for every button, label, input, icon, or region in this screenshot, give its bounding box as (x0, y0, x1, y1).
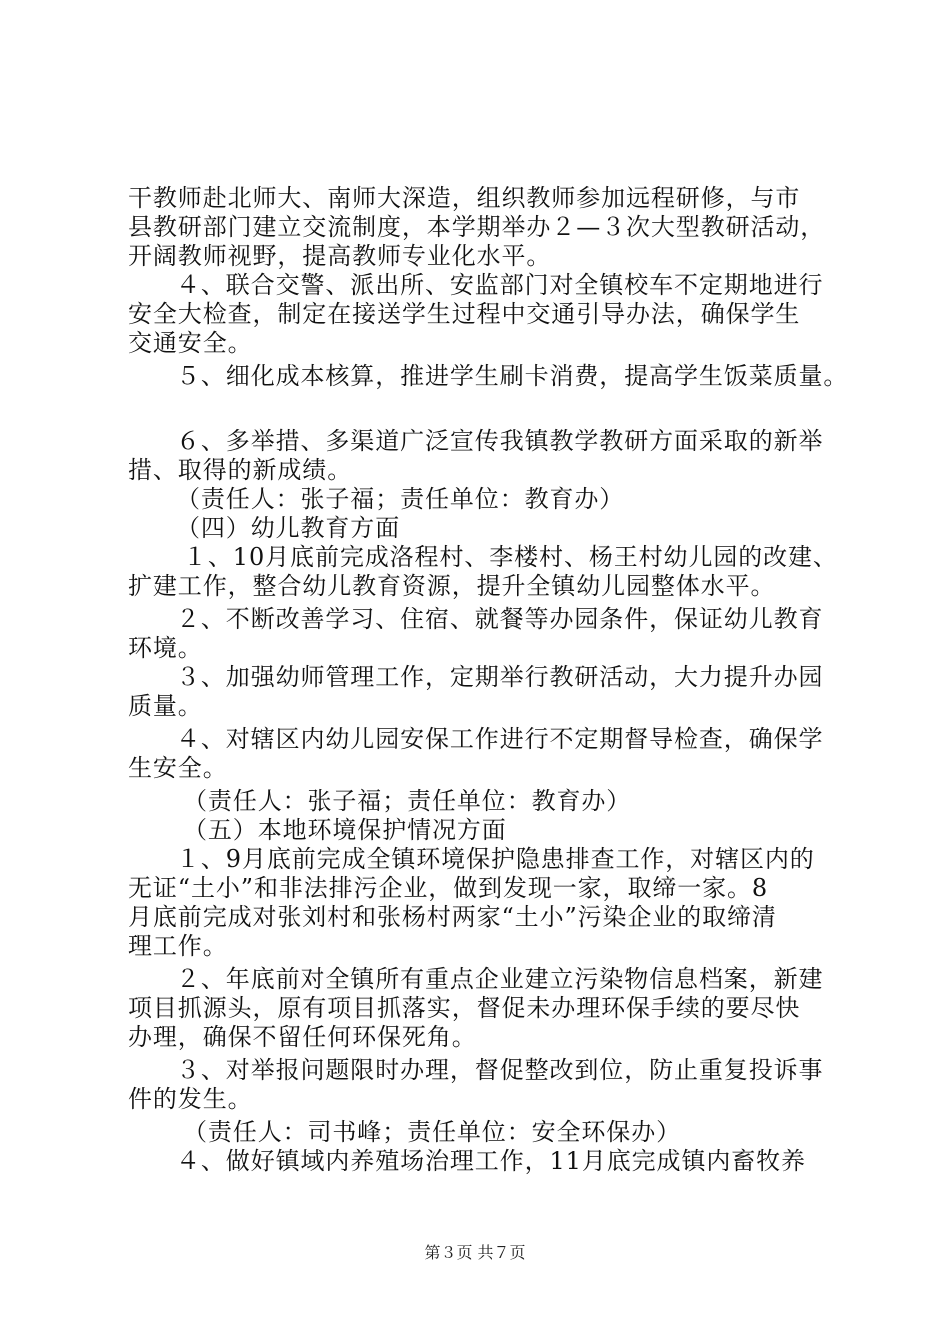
text-line: ４、做好镇域内养殖场治理工作，11月底完成镇内畜牧养 (176, 1147, 806, 1175)
text-line: ６、多举措、多渠道广泛宣传我镇教学教研方面采取的新举 (176, 427, 824, 455)
text-line: ５、细化成本核算，推进学生刷卡消费，提高学生饭菜质量。 (176, 362, 849, 390)
text-line: 措、取得的新成绩。 (128, 456, 353, 484)
text-line: （责任人：司书峰；责任单位：安全环保办） (183, 1118, 681, 1146)
text-line: 交通安全。 (128, 329, 253, 357)
text-line: ３、对举报问题限时办理，督促整改到位，防止重复投诉事 (176, 1056, 824, 1084)
text-line: 县教研部门建立交流制度，本学期举办２—３次大型教研活动， (128, 213, 826, 241)
text-line: 无证“土小”和非法排污企业，做到发现一家，取缔一家。8 (128, 874, 769, 902)
text-line: 件的发生。 (128, 1085, 253, 1113)
text-line: ４、对辖区内幼儿园安保工作进行不定期督导检查，确保学 (176, 725, 824, 753)
text-line: 干教师赴北师大、南师大深造，组织教师参加远程研修，与市 (128, 184, 801, 212)
text-line: 扩建工作，整合幼儿教育资源，提升全镇幼儿园整体水平。 (128, 572, 776, 600)
section-heading: （五）本地环境保护情况方面 (183, 816, 507, 844)
text-line: 理工作。 (128, 932, 228, 960)
text-line: 安全大检查，制定在接送学生过程中交通引导办法，确保学生 (128, 300, 801, 328)
text-line: （责任人：张子福；责任单位：教育办） (183, 787, 632, 815)
text-line: 环境。 (128, 634, 203, 662)
text-line: 开阔教师视野，提高教师专业化水平。 (128, 242, 552, 270)
text-line: ３、加强幼师管理工作，定期举行教研活动，大力提升办园 (176, 663, 824, 691)
text-line: 质量。 (128, 692, 203, 720)
text-line: （责任人：张子福；责任单位：教育办） (176, 485, 625, 513)
text-line: １、10月底前完成洛程村、李楼村、杨王村幼儿园的改建、 (183, 543, 838, 571)
text-line: 项目抓源头，原有项目抓落实，督促未办理环保手续的要尽快 (128, 994, 801, 1022)
text-line: ４、联合交警、派出所、安监部门对全镇校车不定期地进行 (176, 271, 824, 299)
section-heading: （四）幼儿教育方面 (176, 514, 401, 542)
text-line: 月底前完成对张刘村和张杨村两家“土小”污染企业的取缔清 (128, 903, 777, 931)
page-number-footer: 第３页 共７页 (424, 1243, 526, 1262)
text-line: １、9月底前完成全镇环境保护隐患排查工作，对辖区内的 (176, 845, 815, 873)
text-line: ２、不断改善学习、住宿、就餐等办园条件，保证幼儿教育 (176, 605, 824, 633)
text-line: 生安全。 (128, 754, 228, 782)
text-line: 办理，确保不留任何环保死角。 (128, 1023, 477, 1051)
text-line: ２、年底前对全镇所有重点企业建立污染物信息档案，新建 (176, 965, 824, 993)
